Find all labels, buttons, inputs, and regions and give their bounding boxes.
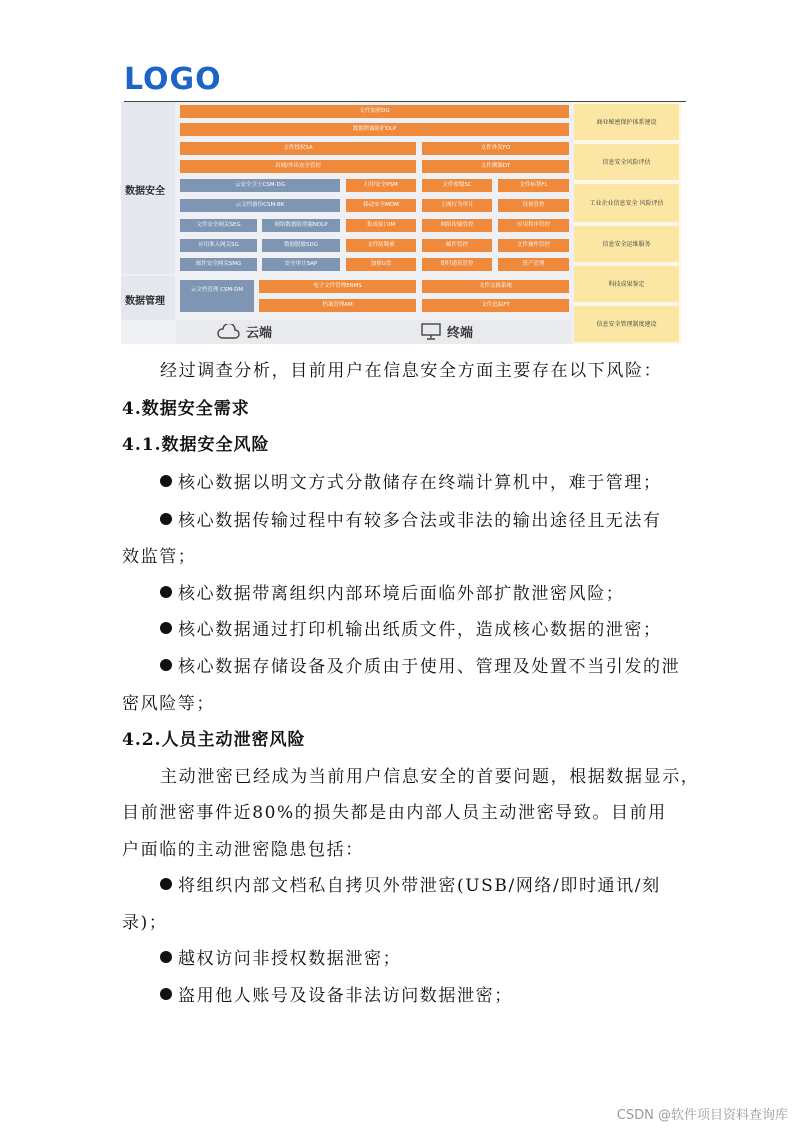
bullet-item: 盗用他人账号及设备非法访问数据泄密；: [160, 985, 513, 1007]
box-ransom: 文件防勒索: [346, 239, 416, 252]
bullet-item: 核心数据带离组织内部环境后面临外部扩散泄密风险；: [160, 583, 624, 605]
bullet-icon: [160, 586, 172, 598]
box-erms: 电子文件管理ERMS: [259, 280, 416, 293]
footer-terminal: [421, 322, 473, 341]
box-sdg: 应用准入网关SG: [180, 239, 257, 252]
box-ndlp: 网络数据防泄漏NDLP: [262, 219, 340, 232]
bullet-icon: [160, 513, 172, 525]
box-device: 设备管控: [498, 199, 569, 212]
bullet-item: 核心数据以明文方式分散储存在终端计算机中，难于管理；: [160, 472, 662, 494]
logo: LOGO: [124, 62, 222, 97]
bullet-icon: [160, 951, 172, 963]
box-am: 档案管理AM: [259, 299, 416, 312]
bullet-item: 将组织内部文档私自拷贝外带泄密(USB/网络/即时通讯/刻: [160, 875, 661, 897]
bullet-icon: [160, 988, 172, 1000]
box-dlp: 数据泄露防护DLP: [180, 123, 569, 136]
bullet-icon: [160, 475, 172, 487]
box-mdm: 移动安全MDM: [346, 199, 416, 212]
service-item: 信息安全管理制度建设: [574, 306, 679, 342]
box-fl: 文件标签FL: [498, 179, 569, 192]
bullet-item: 核心数据存储设备及介质由于使用、管理及处置不当引发的泄: [160, 656, 680, 678]
heading-4: 4.数据安全需求: [122, 399, 250, 419]
bullet-icon: [160, 659, 172, 671]
bullet-icon: [160, 878, 172, 890]
box-csm-dm: 云文档管理 CSM-DM: [180, 280, 254, 312]
section-label-security: 数据安全: [125, 186, 165, 197]
box-fo: 文件外发FO: [422, 142, 569, 155]
box-csm-bk: 云文档备份CSM-BK: [180, 199, 340, 212]
box-usb: 加密U盘: [346, 258, 416, 271]
section-label-management: 数据管理: [125, 296, 165, 307]
footer-terminal-label: 终端: [447, 326, 474, 341]
box-app-ctrl: 应用程序管控: [498, 219, 569, 232]
box-psm: 打印安全PSM: [346, 179, 416, 192]
watermark: CSDN @软件项目资料查询库: [616, 1108, 788, 1123]
service-item: 信息安全运维服务: [574, 226, 679, 262]
cloud-icon: [216, 324, 240, 340]
footer-cloud-label: 云端: [246, 326, 273, 341]
monitor-icon: [421, 323, 441, 340]
bullet-item: 越权访问非授权数据泄密；: [160, 948, 401, 970]
box-dg: 文件加密DG: [180, 105, 569, 118]
bullet-item: 核心数据传输过程中有较多合法或非法的输出途径且无法有: [160, 510, 662, 532]
box-ft: 文件追踪FT: [422, 299, 569, 312]
paragraph-line: 目前泄密事件近80%的损失都是由内部人员主动泄密导致。目前用: [122, 803, 667, 823]
box-seg: 文件安全网关SEG: [180, 219, 257, 232]
box-csm-dg: 云安全卫士CSM-DG: [180, 179, 340, 192]
box-outbound: 出网/外出安全管控: [180, 160, 416, 173]
heading-4-1: 4.1.数据安全风险: [122, 435, 270, 455]
box-dt: 文件溯源DT: [422, 160, 569, 173]
paragraph-line: 主动泄密已经成为当前用户信息安全的首要问题，根据数据显示，: [160, 767, 700, 787]
services-column: [574, 102, 681, 344]
service-item: 工业企业信息安全 风险评估: [574, 184, 679, 222]
footer-cloud: [216, 322, 272, 341]
box-audit: 上网行为审计: [422, 199, 492, 212]
box-mail-ctrl: 邮件管控: [422, 239, 492, 252]
bullet-continuation: 密风险等；: [122, 694, 215, 714]
bullet-continuation: 效监管；: [122, 547, 197, 567]
service-item: 商业秘密保护体系建设: [574, 104, 679, 140]
box-sa: 文件授权SA: [180, 142, 416, 155]
service-item: 信息安全风险评估: [574, 144, 679, 180]
box-im: 集成接口IM: [346, 219, 416, 232]
intro-paragraph: 经过调查分析，目前用户在信息安全方面主要存在以下风险：: [160, 361, 663, 381]
bullet-item: 核心数据通过打印机输出纸质文件，造成核心数据的泄密；: [160, 619, 662, 641]
heading-4-2: 4.2.人员主动泄密风险: [122, 730, 306, 750]
box-file-op: 文件操作管控: [498, 239, 569, 252]
box-im-ctrl: 即时通讯管控: [422, 258, 492, 271]
box-exchange: 文件交换系统: [422, 280, 569, 293]
box-asset: 资产管理: [498, 258, 569, 271]
bullet-icon: [160, 622, 172, 634]
box-sc: 文件密级SC: [422, 179, 492, 192]
box-desens: 数据脱敏SDG: [262, 239, 340, 252]
box-sap: 安全审计SAP: [262, 258, 340, 271]
box-smg: 邮件安全网关SMG: [180, 258, 257, 271]
bullet-continuation: 录)；: [122, 913, 168, 933]
box-net-transfer: 网络传输管控: [422, 219, 492, 232]
architecture-diagram: [121, 102, 681, 344]
service-item: 科技成果鉴定: [574, 266, 679, 302]
paragraph-line: 户面临的主动泄密隐患包括：: [122, 840, 364, 860]
